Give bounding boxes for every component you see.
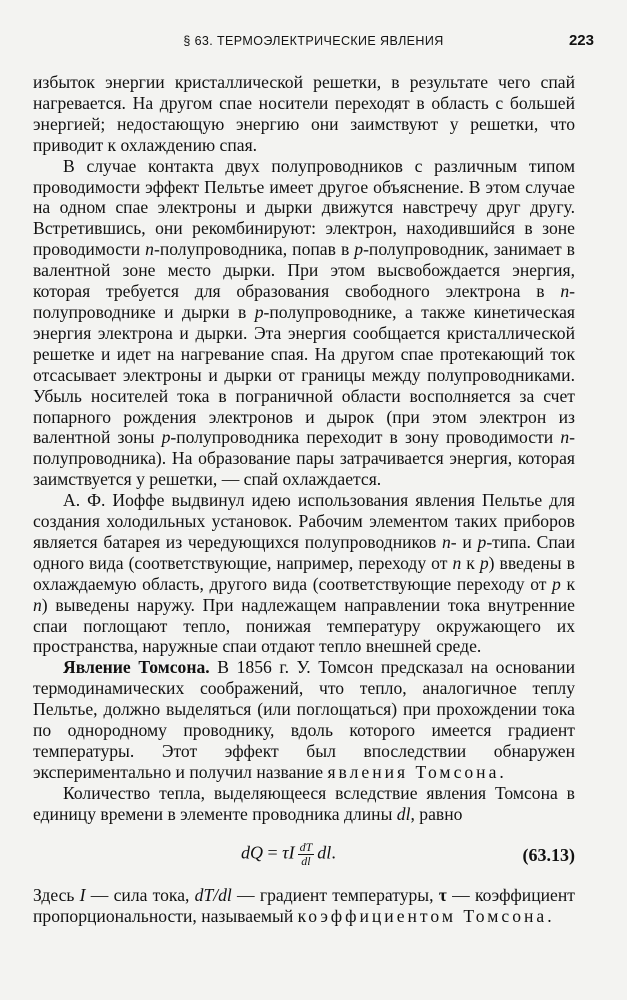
page-body [33,72,575,926]
spaced-term: явления Томсона [327,761,500,782]
equation-formula: dQ = τI $\frac{dT}{dl}$ dl. [241,839,336,868]
spaced-term: коэффициентом Томсона [297,905,548,926]
equation-number: (63.13) [522,844,575,865]
paragraph-thomson-effect: Явление Томсона. В 1856 г. У. Томсон предсказал на основании термодинамических соображений, что тепло, аналогичное теплу Пельтье, должно выделяться (или поглощаться) при прохождении тока по однородному проводнику, вдоль которого имеется градиент температуры. Этот эффект был впоследствии обнаружен экспериментально и получил название явления Томсона. [33,657,575,782]
paragraph-6: Здесь I — сила тока, dT/dl — градиент температуры, τ — коэффициент пропорциональности, называемый коэффициентом Томсона. [33,884,575,926]
paragraph-1: избыток энергии кристаллической решетки, в результате чего спай нагревается. На другом спае носители переходят в область с большей энергией; недостающую энергию они заимствуют у решетки, что приводит к охлаждению спая. [33,72,575,155]
fraction: $\frac{dT}{dl}$ [299,839,313,868]
paragraph-5: Количество тепла, выделяющееся вследствие явления Томсона в единицу времени в элементе проводника длины dl, равно [33,782,575,824]
paragraph-2: В случае контакта двух полупроводников с различным типом проводимости эффект Пельтье имеет другое объяснение. В этом случае на одном спае электроны и дырки движутся навстречу друг другу. Встретившись, они рекомбинируют: электрон, находившийся в зоне проводимости n-полупроводника, попав в p-полупроводник, занимает в валентной зоне место дырки. При этом высвобождается энергия, которая требуется для образования свободного электрона в n-полупроводнике и дырки в p-полупроводнике, а также кинетическая энергия электрона и дырки. Эта энергия сообщается кристаллической решетке и идет на нагревание спая. На другом спае протекающий ток отсасывает электроны и дырки от границы между полупроводниками. Убыль носителей тока в пограничной области восполняется за счет попарного рождения электронов и дырок (при этом электрон из валентной зоны p-полупроводника переходит в зону проводимости n-полупроводника). На образование пары затрачивается энергия, которая заимствуется у решетки, — спай охлаждается. [33,155,575,490]
section-title: § 63. ТЕРМОЭЛЕКТРИЧЕСКИЕ ЯВЛЕНИЯ [183,34,444,48]
running-header [33,34,594,54]
equation-63-13 [33,825,575,885]
paragraph-3: А. Ф. Иоффе выдвинул идею использования явления Пельтье для создания холодильных установок. Рабочим элементом таких приборов является батарея из чередующихся полупроводников n- и p-типа. Спаи одного вида (соответствующие, например, переходу от n к p) введены в охлаждаемую область, другого вида (соответствующие переходу от p к n) выведены наружу. При надлежащем направлении тока внутренние спаи поглощают тепло, понижая температуру окружающего их пространства, наружные спаи отдают тепло внешней среде. [33,490,575,657]
page-number: 223 [568,32,594,49]
thomson-heading: Явление Томсона. [63,657,210,678]
